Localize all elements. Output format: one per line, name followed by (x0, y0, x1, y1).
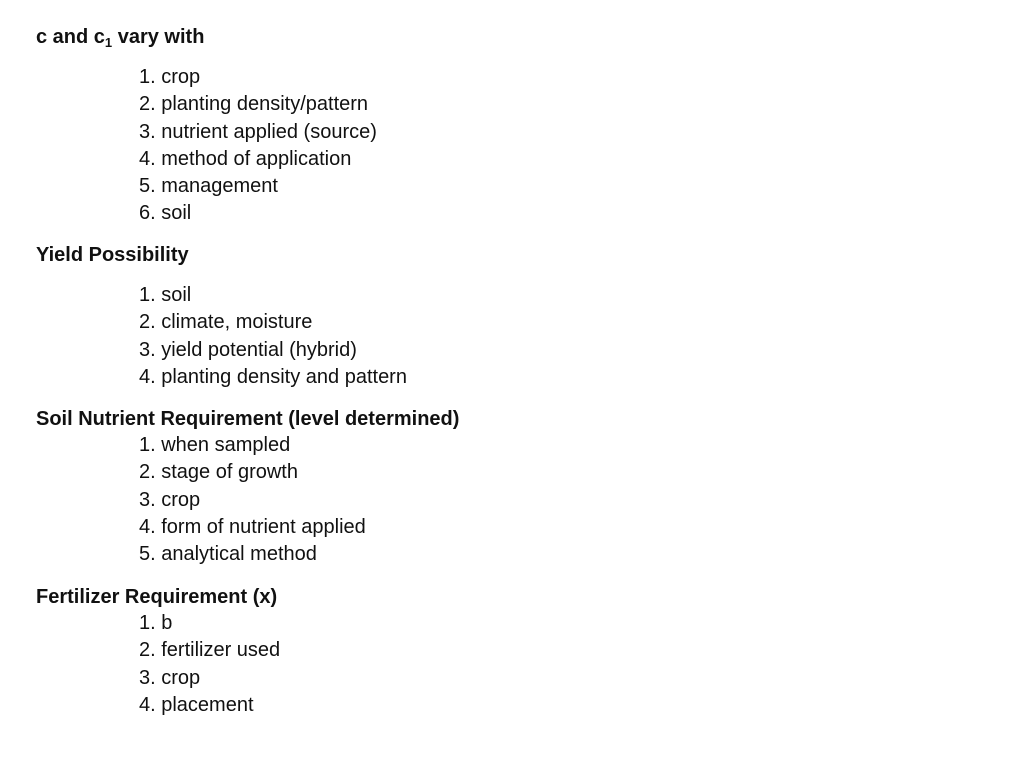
list-item: 3. crop (139, 666, 201, 689)
heading-text-rest: vary with (112, 26, 205, 48)
section-heading-fertilizer-requirement: Fertilizer Requirement (x) (36, 586, 278, 608)
list-item: 4. method of application (139, 147, 352, 170)
list-item: 2. stage of growth (139, 461, 298, 484)
section-list-fertilizer-requirement (139, 610, 280, 719)
heading-text: c and c (36, 26, 105, 48)
list-item: 4. planting density and pattern (139, 365, 407, 388)
list-item: 1. b (139, 612, 173, 634)
list-item: 4. placement (139, 693, 254, 716)
heading-subscript: 1 (104, 35, 113, 50)
list-item: 1. when sampled (139, 434, 291, 456)
section-list-yield-possibility (139, 282, 407, 391)
list-item: 1. soil (139, 284, 192, 306)
list-item: 3. nutrient applied (source) (139, 120, 377, 143)
section-heading-yield-possibility: Yield Possibility (36, 244, 189, 266)
section-heading-soil-nutrient-requirement: Soil Nutrient Requirement (level determined) (36, 408, 460, 430)
list-item: 3. crop (139, 488, 201, 511)
list-item: 4. form of nutrient applied (139, 515, 366, 538)
list-item: 6. soil (139, 202, 192, 225)
section-list-c-and-c1 (139, 64, 377, 228)
list-item: 2. climate, moisture (139, 311, 313, 334)
list-item: 2. planting density/pattern (139, 93, 369, 116)
section-list-soil-nutrient-requirement (139, 432, 366, 568)
list-item: 1. crop (139, 66, 201, 88)
list-item: 5. management (139, 175, 278, 198)
section-heading-c-and-c1 (36, 25, 204, 49)
list-item: 2. fertilizer used (139, 639, 281, 662)
list-item: 5. analytical method (139, 543, 317, 566)
list-item: 3. yield potential (hybrid) (139, 338, 357, 361)
